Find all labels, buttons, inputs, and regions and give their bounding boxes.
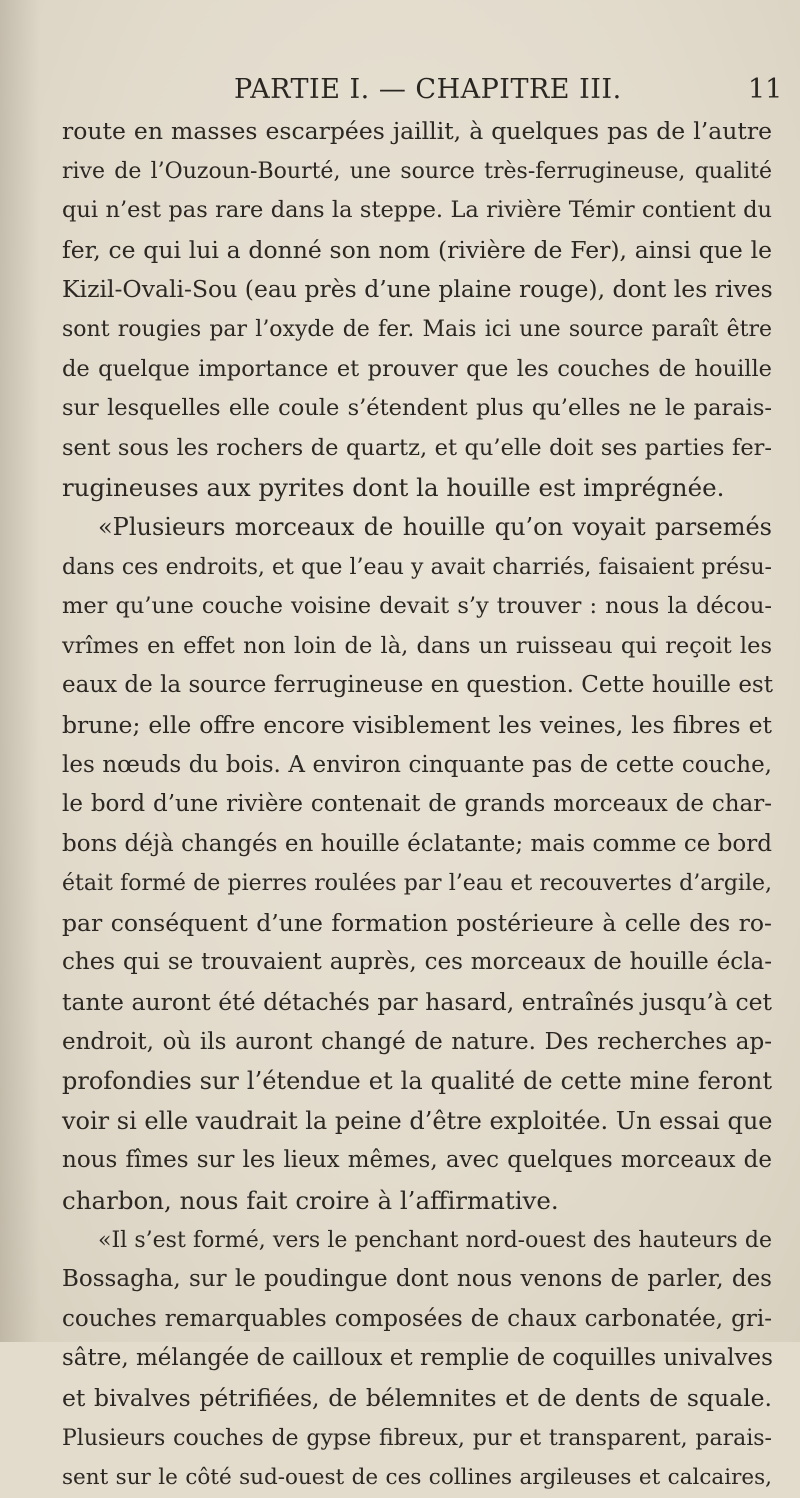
text-line: le bord d’une rivière contenait de grands morceaux de char-: [62, 791, 772, 818]
text-line: charbon, nous fait croire à l’affirmative.: [62, 1186, 559, 1216]
text-line: sâtre, mélangée de cailloux et remplie de coquilles univalves: [62, 1345, 773, 1372]
text-line: qui n’est pas rare dans la steppe. La rivière Témir contient du: [62, 197, 772, 224]
text-line: Plusieurs couches de gypse fibreux, pur et transparent, parais-: [62, 1425, 772, 1451]
text-line: sent sur le côté sud-ouest de ces collines argileuses et calcaires,: [62, 1465, 772, 1491]
body-text: [62, 112, 772, 1498]
text-line: sur lesquelles elle coule s’étendent plus qu’elles ne le parais-: [62, 395, 772, 422]
text-line: dans ces endroits, et que l’eau y avait charriés, faisaient présu-: [62, 554, 772, 580]
text-line: de quelque importance et prouver que les couches de houille: [62, 355, 772, 382]
text-line: brune; elle offre encore visiblement les veines, les fibres et: [62, 710, 772, 739]
text-line: et bivalves pétrifiées, de bélemnites et de dents de squale.: [62, 1384, 772, 1412]
text-line: route en masses escarpées jaillit, à quelques pas de l’autre: [62, 117, 772, 145]
text-line: nous fîmes sur les lieux mêmes, avec quelques morceaux de: [62, 1147, 772, 1174]
text-line: était formé de pierres roulées par l’eau et recouvertes d’argile,: [62, 871, 772, 897]
text-line: ches qui se trouvaient auprès, ces morceaux de houille écla-: [62, 949, 772, 976]
text-line: bons déjà changés en houille éclatante; mais comme ce bord: [62, 830, 772, 857]
text-line: rive de l’Ouzoun-Bourté, une source très-ferrugineuse, qualité: [62, 158, 772, 184]
text-line: mer qu’une couche voisine devait s’y trouver : nous la décou-: [62, 593, 772, 620]
text-line: voir si elle vaudrait la peine d’être exploitée. Un essai que: [62, 1106, 773, 1135]
page-header: [0, 74, 800, 114]
text-line: rugineuses aux pyrites dont la houille est imprégnée.: [62, 473, 725, 503]
text-line: sent sous les rochers de quartz, et qu’elle doit ses parties fer-: [62, 434, 772, 461]
text-line: profondies sur l’étendue et la qualité de cette mine feront: [62, 1067, 772, 1096]
text-line: les nœuds du bois. A environ cinquante pas de cette couche,: [62, 751, 772, 778]
text-line: par conséquent d’une formation postérieure à celle des ro-: [62, 908, 772, 937]
text-line: eaux de la source ferrugineuse en question. Cette houille est: [62, 672, 773, 699]
text-line: Bossagha, sur le poudingue dont nous venons de parler, des: [62, 1266, 772, 1293]
text-line: vrîmes en effet non loin de là, dans un ruisseau qui reçoit les: [62, 632, 772, 659]
page-gutter-shadow: [0, 0, 40, 1342]
text-line: couches remarquables composées de chaux carbonatée, gri-: [62, 1305, 772, 1332]
text-line: fer, ce qui lui a donné son nom (rivière de Fer), ainsi que le: [62, 235, 772, 264]
text-line: Kizil-Ovali-Sou (eau près d’une plaine rouge), dont les rives: [62, 275, 773, 304]
text-line: tante auront été détachés par hasard, entraînés jusqu’à cet: [62, 988, 772, 1017]
text-line: endroit, où ils auront changé de nature. Des recherches ap-: [62, 1028, 772, 1055]
running-title: PARTIE I. — CHAPITRE III.: [234, 74, 622, 105]
page-number: 11: [748, 74, 783, 105]
text-line: sont rougies par l’oxyde de fer. Mais ici une source paraît être: [62, 316, 772, 342]
text-line: «Il s’est formé, vers le penchant nord-ouest des hauteurs de: [98, 1227, 772, 1253]
text-line: «Plusieurs morceaux de houille qu’on voyait parsemés: [98, 512, 772, 541]
